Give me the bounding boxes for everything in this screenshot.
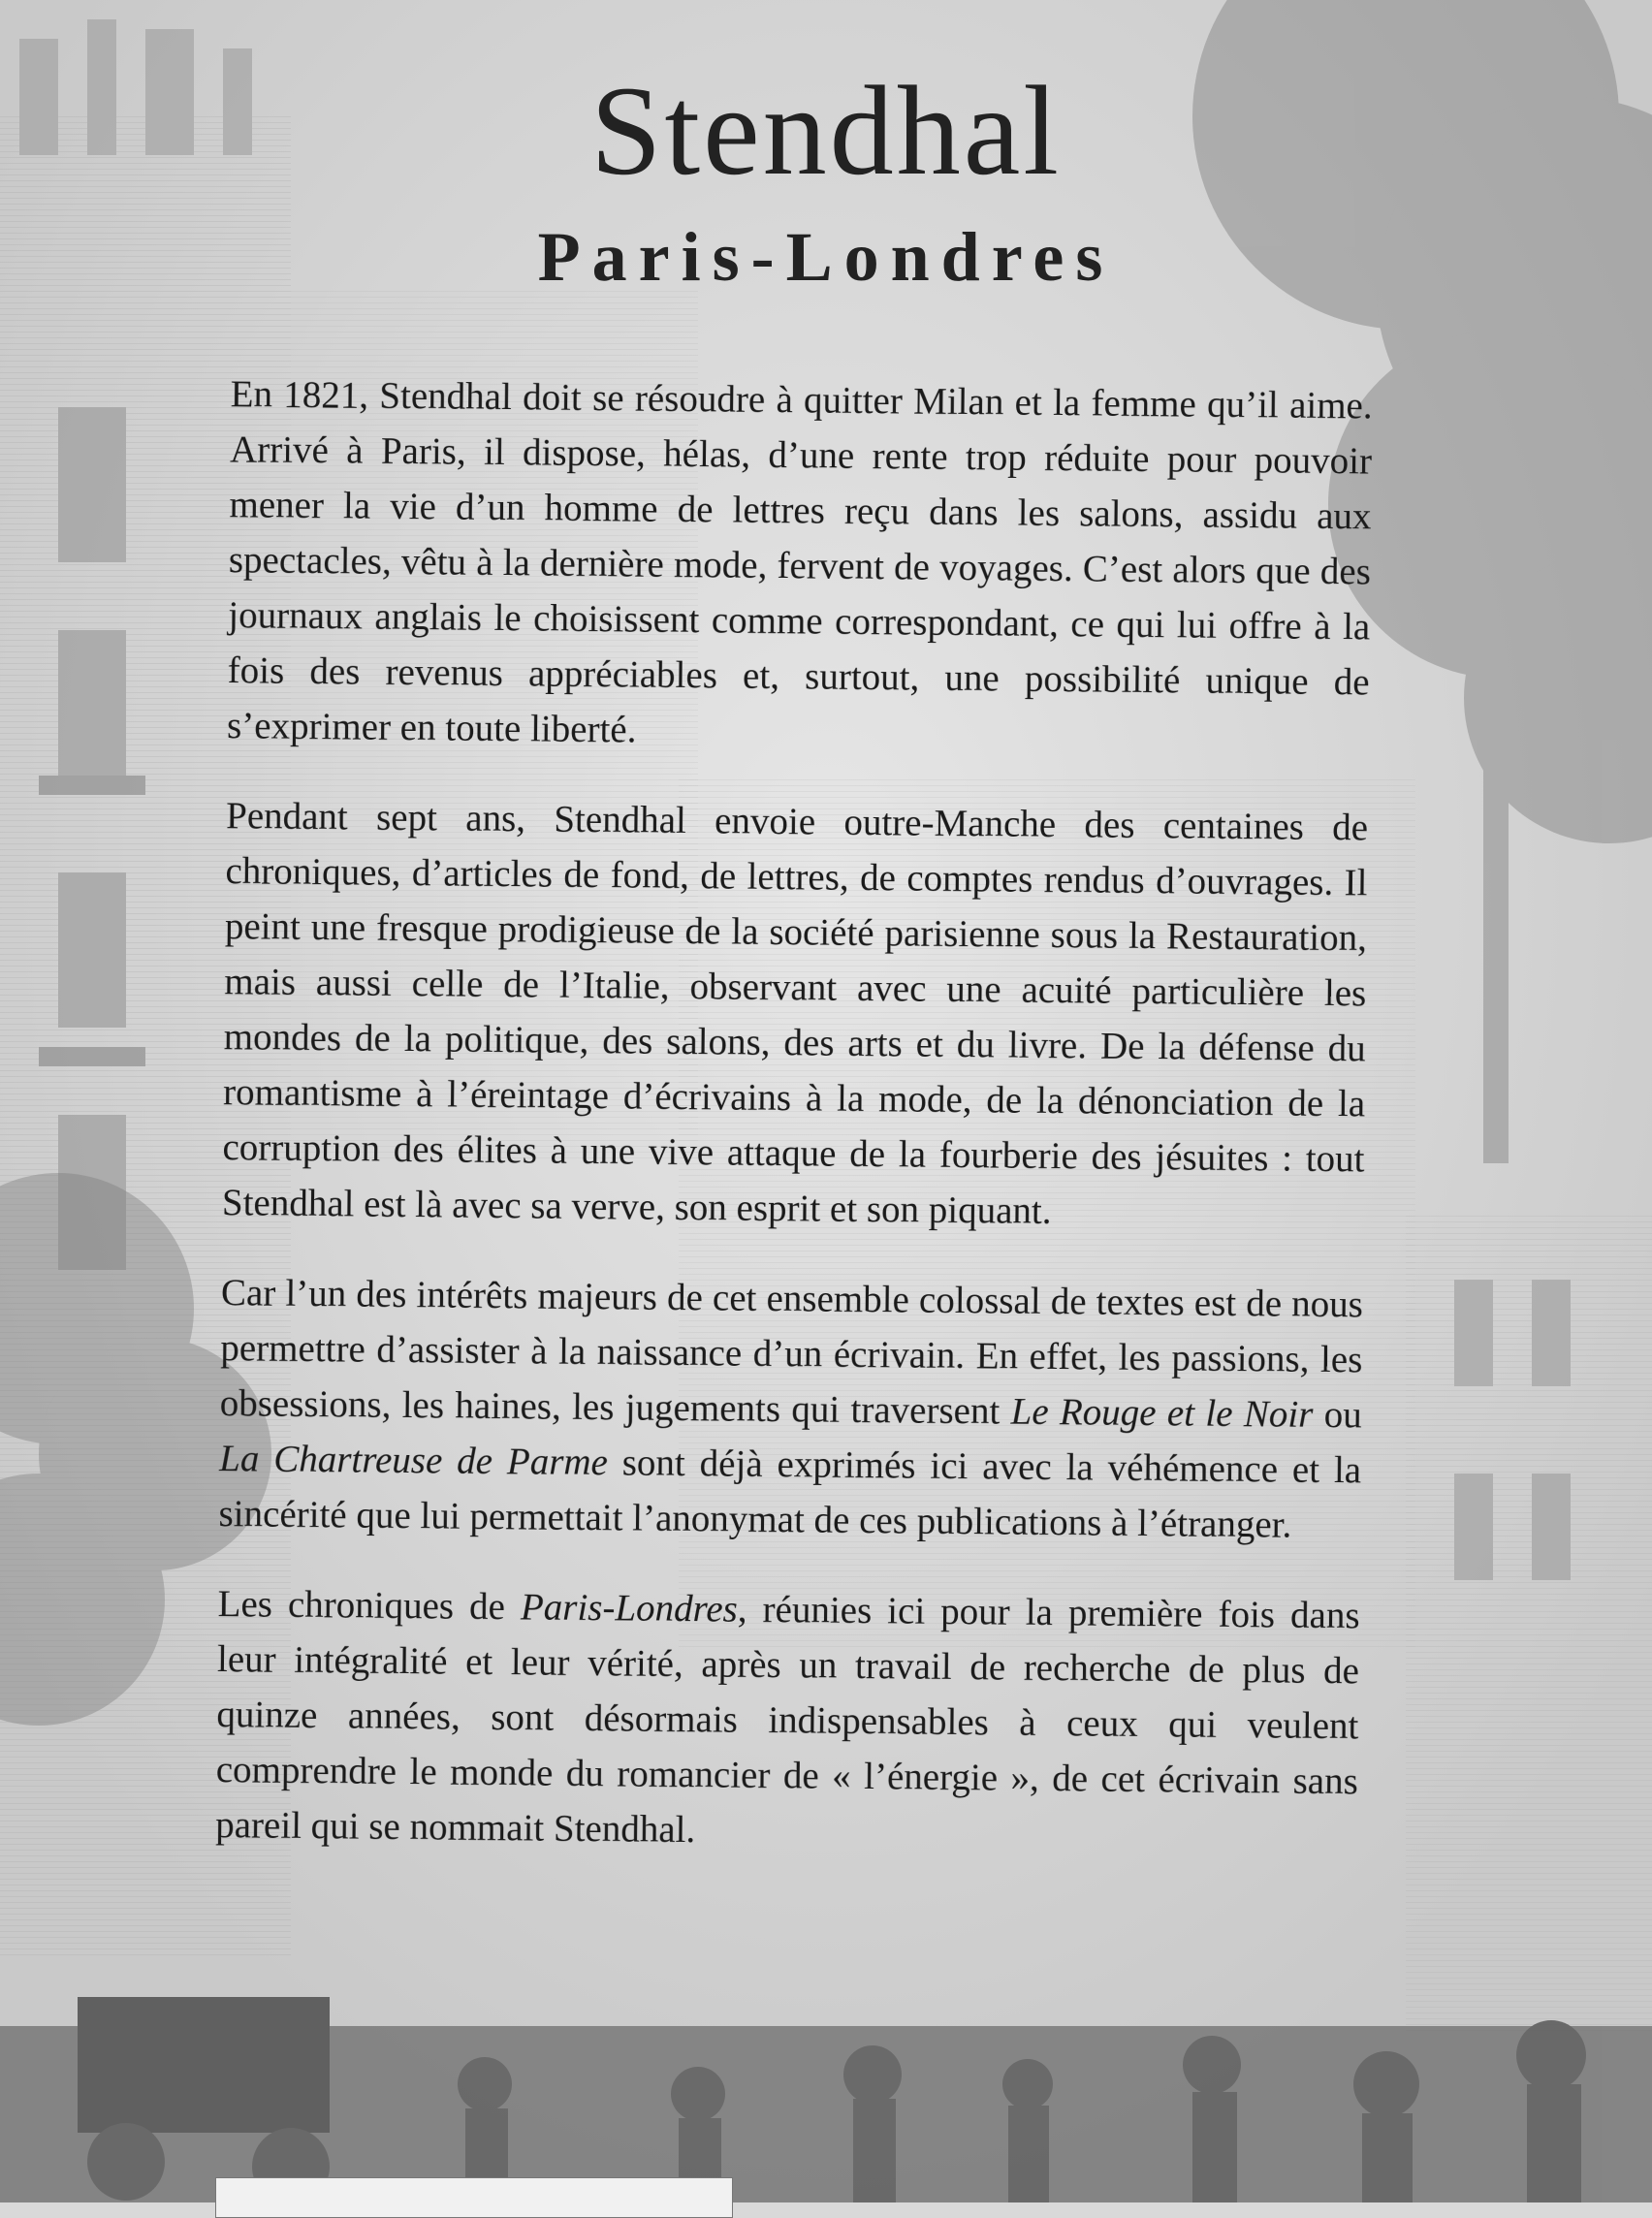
text-segment: En 1821, Stendhal doit se résoudre à quitter Milan et la femme qu’il aime. Arrivé à Paris, il dispose, hélas, d’une rente trop réduite pour pouvoir mener la vie d’un homme de lettres reçu dans les salons, assidu aux spectacles, vêtu à la dernière mode, fervent de voyages. C’est alors que des journaux anglais le choisissent comme correspondant, ce qui lui offre à la fois des revenus appréciables et, surtout, une possibilité unique de s’exprimer en toute liberté. bbox=[226, 372, 1373, 751]
book-title: La Chartreuse de Parme bbox=[218, 1437, 609, 1484]
paragraph bbox=[227, 366, 1373, 765]
book-title: Le Rouge et le Noir bbox=[1010, 1390, 1314, 1436]
building-right bbox=[1406, 1212, 1652, 2036]
text-segment: Car l’un des intérêts majeurs de cet ensemble colossal de textes est de nous permettre d’assister à la naissance d’un écrivain. En effet, les passions, les obsessions, les haines, les jugements qui traversent bbox=[219, 1271, 1364, 1433]
text-segment: sont déjà exprimés ici avec la véhémence et la sincérité que lui permettait l’anonymat de ces publications à l’étranger. bbox=[218, 1442, 1362, 1546]
bottom-tab bbox=[215, 2177, 733, 2218]
paragraph bbox=[215, 1576, 1360, 1864]
text-segment: Les chroniques de bbox=[217, 1582, 522, 1629]
street-crowd bbox=[0, 1997, 1652, 2202]
page-subtitle: Paris-Londres bbox=[537, 218, 1115, 296]
paragraph bbox=[218, 1265, 1363, 1553]
body-text bbox=[215, 366, 1373, 1899]
text-segment: ou bbox=[1313, 1393, 1362, 1437]
book-title: Paris-Londres bbox=[520, 1586, 739, 1631]
text-segment: , réunies ici pour la première fois dans leur intégralité et leur vérité, après un travail de recherche de plus de quinze années, sont désormais indispensables à ceux qui veulent comprendre le monde du romancier de « l’énergie », de cet écrivain sans pareil qui se nommait Stendhal. bbox=[215, 1588, 1360, 1852]
page-title: Stendhal bbox=[590, 59, 1062, 202]
paragraph bbox=[222, 788, 1369, 1242]
text-segment: Pendant sept ans, Stendhal envoie outre-Manche des centaines de chroniques, d’articles de fond, de lettres, de comptes rendus d’ouvrages. Il peint une fresque prodigieuse de la société parisienne sous la Restauration, mais aussi celle de l’Italie, observant avec une acuité particulière les mondes de la politique, des salons, des arts et du livre. De la défense du romantisme à l’éreintage d’écrivains à la mode, de la dénonciation de la corruption des élites à une vive attaque de la fourberie des jésuites : tout Stendhal est là avec sa verve, son esprit et son piquant. bbox=[221, 794, 1369, 1232]
